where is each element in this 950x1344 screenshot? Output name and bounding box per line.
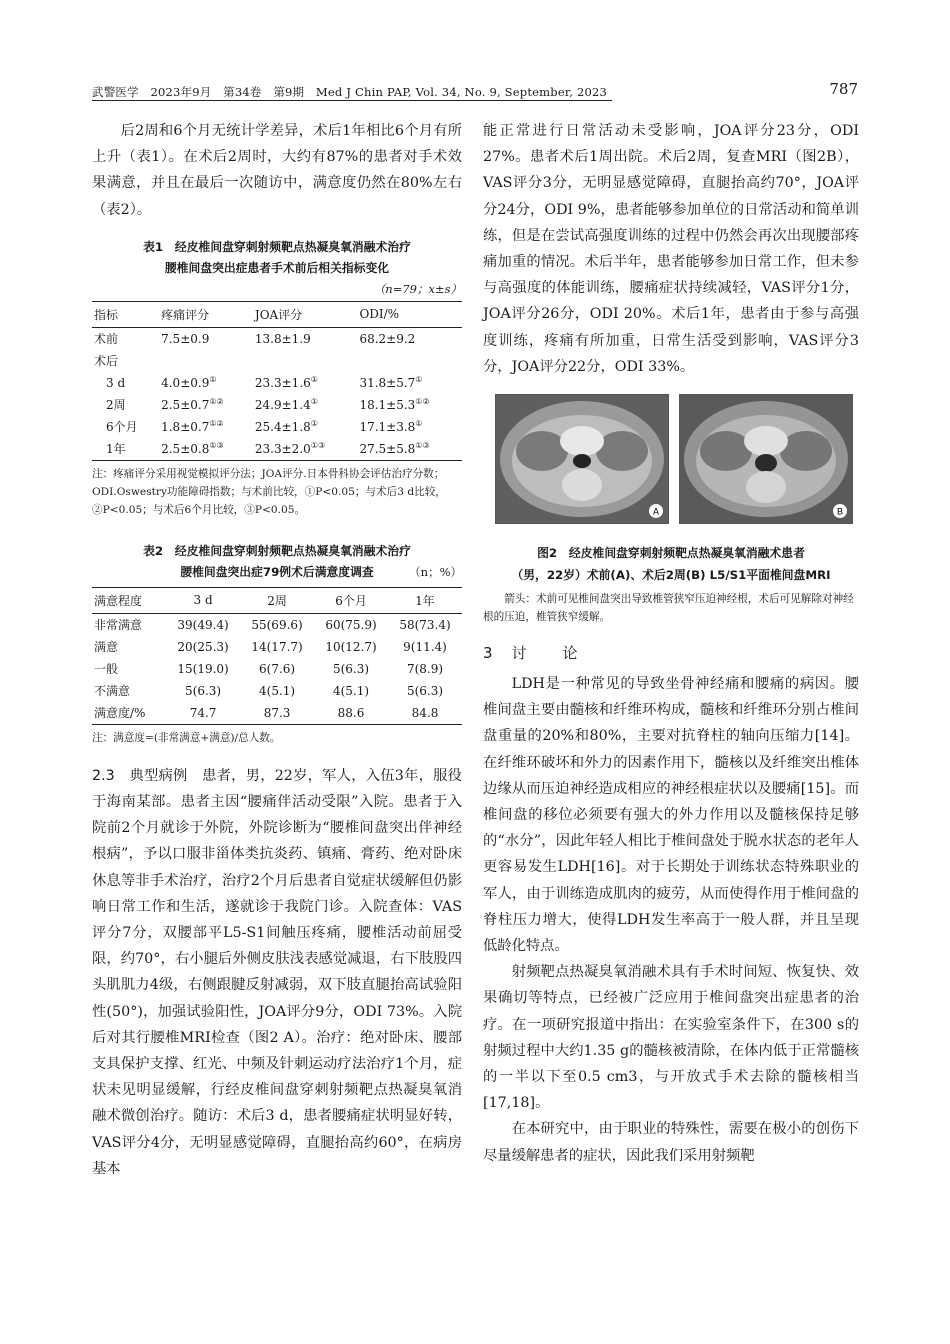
table-1-significance-mark: ①② (209, 397, 224, 407)
table-1-value: 25.4±1.8 (254, 420, 311, 435)
table-2-cell: 5(6.3) (185, 683, 222, 698)
table-1-value: 68.2±9.2 (359, 332, 416, 347)
table-2-cell: 14(17.7) (251, 639, 303, 654)
table-row (92, 613, 462, 636)
table-1-significance-mark: ① (209, 375, 217, 385)
table-1-value: 1.8±0.7 (161, 420, 210, 435)
table-2-cell: 88.6 (314, 702, 388, 725)
table-row (92, 658, 462, 680)
table-2-header: 1年 (388, 587, 462, 613)
table-1-cell (253, 394, 358, 416)
table-1-significance-mark: ① (415, 375, 423, 385)
table-2-row-label: 非常满意 (94, 618, 143, 633)
table-1-caption-line2: 腰椎间盘突出症患者手术前后相关指标变化 (164, 260, 390, 275)
table-row (92, 636, 462, 658)
table-1-header: 指标 (92, 301, 159, 327)
page-number: 787 (829, 80, 858, 98)
table-1-cell (357, 372, 462, 394)
case-text: 患者，男，22岁，军人，入伍3年，服役于海南某部。患者主因“腰痛伴活动受限”入院。患者于入院前2个月就诊于外院，外院诊断为“腰椎间盘突出伴神经根病”，予以口服非甾体类抗炎药、镇痛、膏药、绝对卧床休息等非手术治疗，治疗2个月后患者自觉症状缓解但仍影响日常工作和生活，遂就诊于我院门诊。入院查体：VAS评分7分，双腰部平L5-S1间触压疼痛，腰椎活动前屈受限，约70°，右小腿后外侧皮肤浅表感觉减退，右下肢股四头肌肌力4级，右侧跟腱反射减弱，双下肢直腿抬高试验阳性(50°)，加强试验阳性，JOA评分9分，ODI 73%。入院后对其行腰椎MRI检查（图2 A）。治疗：绝对卧床、腰部支具保护支撑、红光、中频及针刺运动疗法治疗1个月，症状未见明显缓解，行经皮椎间盘穿刺射频靶点热凝臭氧消融术微创治疗。随访：术后3 d，患者腰痛症状明显好转，VAS评分4分，无明显感觉障碍，直腿抬高约60°，在病房基本 (92, 767, 462, 1177)
table-row (92, 372, 462, 394)
journal-running-head: 武警医学 2023年9月 第34卷 第9期 Med J Chin PAP, Vol. 34, No. 9, September, 2023 (92, 85, 608, 99)
table-2-cell: 39(49.4) (177, 617, 229, 632)
table-row (92, 416, 462, 438)
table-2-cell: 10(12.7) (325, 639, 377, 654)
discussion-paragraph-2: 射频靶点热凝臭氧消融术具有手术时间短、恢复快、效果确切等特点，已经被广泛应用于椎间盘突出症患者的治疗。在一项研究报道中指出：在实验室条件下，在300 s的射频过程中大约1.35 g的髓核被清除，在体内低于正常髓核的一半以下至0.5 cm3，与开放式手术去除的髓核相当[17,18]。 (483, 964, 859, 1112)
table-1-cell (253, 350, 358, 372)
table-1-row-label: 术后 (94, 354, 119, 369)
table-1-significance-mark: ①③ (209, 441, 224, 451)
table-2-cell: 20(25.3) (177, 639, 229, 654)
case-report-paragraph (92, 763, 462, 1182)
table-2-header: 2周 (240, 587, 314, 613)
table-row (92, 327, 462, 350)
running-header (92, 80, 858, 102)
table-2-grid (92, 587, 462, 725)
table-1-value: 2.5±0.8 (161, 442, 210, 457)
discussion-paragraph-1: LDH是一种常见的导致坐骨神经痛和腰痛的病因。腰椎间盘主要由髓核和纤维环构成，髓核和纤维环分别占椎间盘重量的20%和80%，主要对抗脊柱的轴向压缩力[14]。在纤维环破坏和外力的因素作用下，髓核以及纤维突出椎体边缘从而压迫神经造成相应的神经根症状以及腰痛[15]。而椎间盘的移位必须要有强大的外力作用以及髓核保持足够的“水分”，因此年轻人相比于椎间盘处于脱水状态的老年人更容易发生LDH[16]。对于长期处于训练状态特殊职业的军人，由于训练造成肌肉的疲劳，从而使得作用于椎间盘的脊柱压力增大，使得LDH发生率高于一般人群，并且呈现低龄化特点。 (483, 676, 859, 955)
table-row (92, 394, 462, 416)
figure-2-caption-line2: （男，22岁）术前(A)、术后2周(B) L5/S1平面椎间盘MRI (511, 568, 831, 583)
table-1-cell (159, 350, 253, 372)
mri-image-a (495, 394, 669, 524)
table-2-header-row (92, 587, 462, 613)
table-1-significance-mark: ①③ (415, 441, 430, 451)
table-1-cell (357, 350, 462, 372)
table-1-value: 2.5±0.7 (161, 398, 210, 413)
table-1-significance-mark: ① (415, 419, 423, 429)
table-row (92, 702, 462, 725)
table-2-cell: 7(8.9) (406, 661, 444, 676)
table-1-significance-mark: ①② (209, 419, 224, 429)
table-1-header: JOA评分 (253, 301, 358, 327)
table-2-cell: 4(5.1) (332, 683, 370, 698)
table-row (92, 438, 462, 461)
table-1-value: 23.3±2.0 (254, 442, 311, 457)
table-2-cell: 5(6.3) (406, 683, 444, 698)
table-1-value: 23.3±1.6 (254, 376, 311, 391)
table-1-value: 17.1±3.8 (359, 420, 416, 435)
table-1-cell (357, 327, 462, 350)
discussion-paragraph-3: 在本研究中，由于职业的特殊性，需要在极小的创伤下尽量缓解患者的症状，因此我们采用射频靶 (483, 1121, 859, 1164)
table-1-significance-mark: ① (310, 397, 318, 407)
table-2-header: 满意程度 (92, 587, 166, 613)
table-2-cell: 60(75.9) (325, 617, 377, 632)
table-2-header: 6个月 (314, 587, 388, 613)
table-1-value: 13.8±1.9 (254, 332, 311, 347)
table-1-cell (159, 438, 253, 461)
table-2-row-label: 满意 (94, 640, 119, 655)
table-2-row-label: 一般 (94, 662, 119, 677)
table-2-cell: 87.3 (240, 702, 314, 725)
header-rule (92, 100, 612, 101)
mri-label-b: B (836, 506, 844, 517)
table-1-unit: （n=79；x±s） (373, 281, 462, 296)
table-1-cell (253, 372, 358, 394)
table-1-row-label: 1年 (92, 438, 159, 461)
table-1-value: 4.0±0.9 (161, 376, 210, 391)
right-column (483, 118, 859, 1169)
table-2-cell: 74.7 (166, 702, 240, 725)
table-1-header: 疼痛评分 (159, 301, 253, 327)
table-1-grid (92, 301, 462, 461)
table-2-cell: 4(5.1) (259, 683, 296, 698)
table-2-caption-line1: 表2 经皮椎间盘穿刺射频靶点热凝臭氧消融术治疗 (143, 543, 411, 558)
table-1-note: 注：疼痛评分采用视觉模拟评分法；JOA评分.日本骨科协会评估治疗分数；ODI.Oswestry功能障碍指数；与术前比较，①P<0.05；与术后3 d比较，②P<0.05；与术后6个月比较，③P<0.05。 (92, 467, 446, 516)
figure-2-images (495, 394, 859, 522)
left-column (92, 118, 462, 1182)
table-2-row-label: 满意度/% (92, 702, 166, 725)
table-1-cell (253, 438, 358, 461)
table-1-cell (357, 438, 462, 461)
table-1-cell (253, 416, 358, 438)
table-2-cell: 55(69.6) (251, 617, 303, 632)
table-1-cell (357, 416, 462, 438)
table-2-caption-line2: 腰椎间盘突出症79例术后满意度调查 (180, 564, 374, 579)
table-1-significance-mark: ①③ (310, 441, 326, 451)
table-2-cell: 9(11.4) (403, 639, 447, 654)
mri-image-b (679, 394, 853, 524)
table-1-significance-mark: ①② (415, 397, 430, 407)
table-1-cell (159, 372, 253, 394)
table-1-significance-mark: ① (310, 419, 318, 429)
table-row (92, 350, 462, 372)
table-1-header-row (92, 301, 462, 327)
table-row (92, 680, 462, 702)
table-1-cell (159, 394, 253, 416)
table-2-header: 3 d (166, 587, 240, 613)
table-1-row-label: 2周 (106, 398, 126, 413)
table-1-cell (357, 394, 462, 416)
table-1-value: 24.9±1.4 (254, 398, 311, 413)
table-1-value: 27.5±5.8 (359, 442, 416, 457)
case-continuation-paragraph: 能正常进行日常活动未受影响，JOA评分23分，ODI 27%。患者术后1周出院。术后2周，复查MRI（图2B），VAS评分3分，无明显感觉障碍，直腿抬高约70°，JOA评分24分，ODI 9%，患者能够参加单位的日常活动和简单训练，但是在尝试高强度训练的过程中仍然会再次出现腰部疼痛加重的情况。术后半年，患者能够参加日常工作，但未参与高强度的体能训练，腰痛症状持续减轻，VAS评分1分，JOA评分26分，ODI 20%。术后1年，患者由于参与高强度训练，疼痛有所加重，日常生活受到影响，VAS评分3分，JOA评分22分，ODI 33%。 (483, 123, 859, 375)
table-2-cell: 5(6.3) (332, 661, 370, 676)
table-2-cell: 84.8 (388, 702, 462, 725)
table-1-cell (253, 327, 358, 350)
table-1-cell (159, 416, 253, 438)
table-1-header: ODI/% (357, 301, 462, 327)
results-paragraph: 后2周和6个月无统计学差异，术后1年相比6个月有所上升（表1）。在术后2周时，大约有87%的患者对手术效果满意，并且在最后一次随访中，满意度仍然在80%左右（表2）。 (92, 123, 462, 218)
section-heading-discussion: 3 讨 论 (483, 644, 580, 663)
figure-2-note: 箭头：术前可见椎间盘突出导致椎管狭窄压迫神经根，术后可见解除对神经根的压迫，椎管狭窄缓解。 (483, 593, 854, 624)
table-2-row-label: 不满意 (94, 684, 131, 699)
case-heading: 2.3 典型病例 (92, 767, 188, 784)
figure-2-caption-line1: 图2 经皮椎间盘穿刺射频靶点热凝臭氧消融术患者 (537, 546, 805, 561)
table-1-row-label: 3 d (106, 375, 126, 390)
table-1-value: 31.8±5.7 (359, 376, 416, 391)
table-2-cell: 15(19.0) (177, 661, 229, 676)
table-2-unit: （n；%） (409, 564, 462, 579)
table-1-significance-mark: ① (310, 375, 318, 385)
table-2-cell: 6(7.6) (259, 661, 296, 676)
table-1-cell (159, 327, 253, 350)
table-1-row-label: 6个月 (106, 420, 138, 435)
mri-label-a: A (652, 506, 660, 517)
table-1-caption-line1: 表1 经皮椎间盘穿刺射频靶点热凝臭氧消融术治疗 (143, 239, 411, 254)
table-1-value: 18.1±5.3 (359, 398, 416, 413)
table-2-note: 注：满意度=(非常满意+满意)/总人数。 (92, 731, 281, 744)
table-1-row-label: 术前 (94, 332, 119, 347)
table-2 (92, 541, 462, 747)
table-1 (92, 237, 462, 519)
table-1-value: 7.5±0.9 (161, 332, 210, 347)
table-2-cell: 58(73.4) (399, 617, 451, 632)
